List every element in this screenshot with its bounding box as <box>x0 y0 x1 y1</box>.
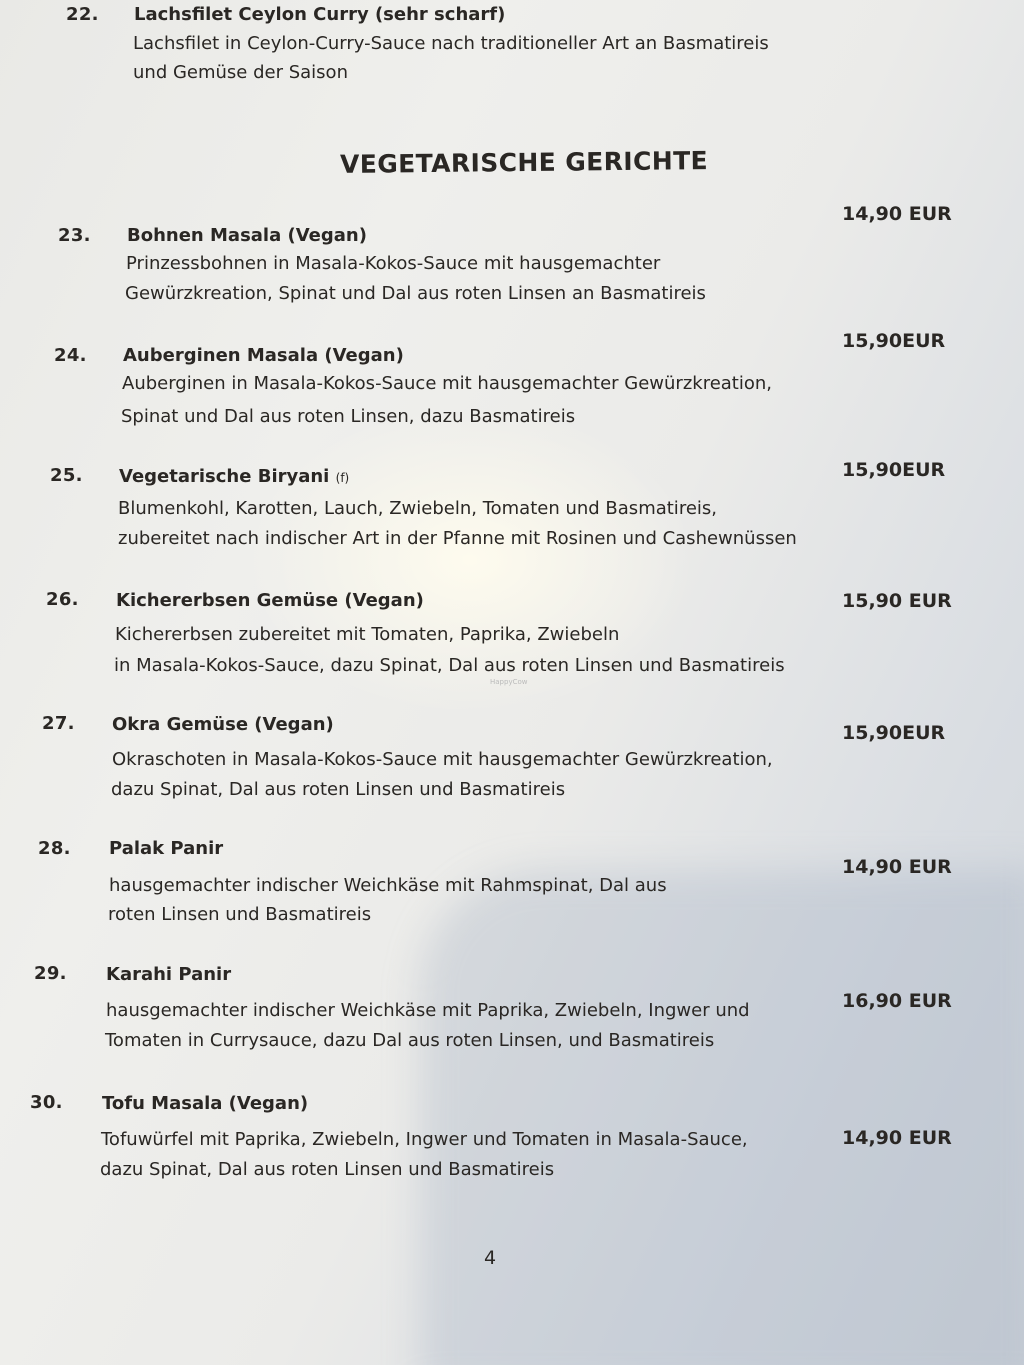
item-name: Karahi Panir <box>106 964 232 985</box>
item-name: Okra Gemüse (Vegan) <box>112 714 334 735</box>
section-heading: VEGETARISCHE GERICHTE <box>339 146 709 179</box>
item-name: Bohnen Masala (Vegan) <box>127 225 367 246</box>
item-name: Tofu Masala (Vegan) <box>102 1093 309 1114</box>
item-price: 15,90EUR <box>842 459 946 481</box>
item-description-line: Auberginen in Masala-Kokos-Sauce mit hausgemachter Gewürzkreation, <box>122 373 773 394</box>
item-price: 16,90 EUR <box>842 990 952 1012</box>
item-price: 15,90EUR <box>842 722 946 744</box>
item-description-line: Tomaten in Currysauce, dazu Dal aus roten Linsen, und Basmatireis <box>105 1030 715 1051</box>
item-number: 25. <box>50 465 83 486</box>
item-price: 14,90 EUR <box>842 1127 952 1149</box>
item-name: Palak Panir <box>109 838 224 859</box>
item-description-line: Spinat und Dal aus roten Linsen, dazu Basmatireis <box>121 406 576 427</box>
item-number: 23. <box>58 225 91 246</box>
item-name-text: Vegetarische Biryani <box>119 466 330 487</box>
item-description-line: in Masala-Kokos-Sauce, dazu Spinat, Dal aus roten Linsen und Basmatireis <box>114 655 785 676</box>
item-price: 14,90 EUR <box>842 856 952 878</box>
item-price: 15,90 EUR <box>842 590 952 612</box>
item-description-line: Blumenkohl, Karotten, Lauch, Zwiebeln, Tomaten und Basmatireis, <box>118 498 717 519</box>
page-number: 4 <box>484 1247 497 1269</box>
item-price: 15,90EUR <box>842 330 946 352</box>
item-description-line: Prinzessbohnen in Masala-Kokos-Sauce mit hausgemachter <box>126 253 661 274</box>
photo-shadow <box>420 870 1024 1365</box>
item-description-line: zubereitet nach indischer Art in der Pfanne mit Rosinen und Cashewnüssen <box>118 528 797 549</box>
item-description-line: Tofuwürfel mit Paprika, Zwiebeln, Ingwer und Tomaten in Masala-Sauce, <box>101 1129 748 1150</box>
item-name: Lachsfilet Ceylon Curry (sehr scharf) <box>134 4 506 25</box>
item-description-line: Gewürzkreation, Spinat und Dal aus roten Linsen an Basmatireis <box>125 283 706 304</box>
item-description-line: dazu Spinat, Dal aus roten Linsen und Basmatireis <box>100 1159 555 1180</box>
item-name: Auberginen Masala (Vegan) <box>123 345 404 366</box>
item-number: 24. <box>54 345 87 366</box>
item-description-line: hausgemachter indischer Weichkäse mit Rahmspinat, Dal aus <box>109 875 667 896</box>
item-description-line: Kichererbsen zubereitet mit Tomaten, Paprika, Zwiebeln <box>115 624 620 645</box>
item-number: 28. <box>38 838 71 859</box>
item-price: 14,90 EUR <box>842 203 952 225</box>
item-number: 30. <box>30 1092 63 1113</box>
item-number: 22. <box>66 4 99 25</box>
item-description-line: roten Linsen und Basmatireis <box>108 904 372 925</box>
item-number: 27. <box>42 713 75 734</box>
item-description-line: und Gemüse der Saison <box>133 62 348 83</box>
allergen-tag: (f) <box>335 471 350 485</box>
item-description-line: Okraschoten in Masala-Kokos-Sauce mit hausgemachter Gewürzkreation, <box>112 749 773 770</box>
item-description-line: dazu Spinat, Dal aus roten Linsen und Basmatireis <box>111 779 566 800</box>
item-number: 29. <box>34 963 67 984</box>
item-number: 26. <box>46 589 79 610</box>
item-description-line: hausgemachter indischer Weichkäse mit Paprika, Zwiebeln, Ingwer und <box>106 1000 750 1021</box>
item-description-line: Lachsfilet in Ceylon-Curry-Sauce nach traditioneller Art an Basmatireis <box>133 33 769 54</box>
item-name: Kichererbsen Gemüse (Vegan) <box>116 590 424 611</box>
item-name <box>119 466 349 487</box>
watermark: HappyCow <box>490 678 528 686</box>
